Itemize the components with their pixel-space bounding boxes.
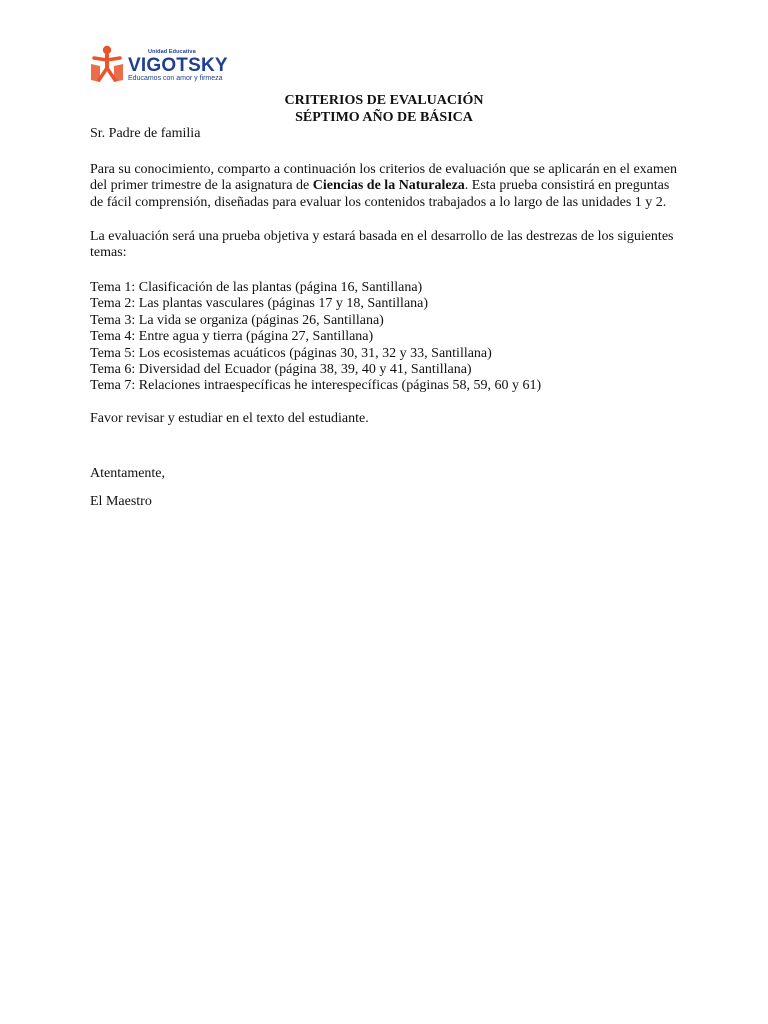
- topic-item: Tema 5: Los ecosistemas acuáticos (páginas 30, 31, 32 y 33, Santillana): [90, 345, 492, 361]
- school-logo: [88, 44, 238, 88]
- document-subtitle: SÉPTIMO AÑO DE BÁSICA: [295, 110, 473, 125]
- logo-small-text: Unidad Educativa: [148, 49, 196, 55]
- topic-item: Tema 1: Clasificación de las plantas (página 16, Santillana): [90, 280, 423, 295]
- topic-item: Tema 7: Relaciones intraespecíficas he interespecíficas (páginas 58, 59, 60 y 61): [90, 378, 542, 394]
- topic-item: Tema 3: La vida se organiza (páginas 26, Santillana): [90, 312, 384, 328]
- greeting: Sr. Padre de familia: [90, 126, 201, 141]
- intro-paragraph: [90, 162, 680, 211]
- logo-brand-text: VIGOTSKY: [128, 55, 228, 76]
- logo-tagline: Educamos con amor y firmeza: [128, 75, 223, 82]
- document-title: CRITERIOS DE EVALUACIÓN: [284, 93, 484, 108]
- signature: El Maestro: [90, 494, 152, 509]
- intro-text-after: . Esta prueba consistirá en preguntas de fácil comprensión, diseñadas para evaluar los contenidos trabajados a lo largo de las unidades 1 y 2.: [90, 178, 670, 210]
- evaluation-paragraph: La evaluación será una prueba objetiva y estará basada en el desarrollo de las destrezas de los siguientes temas:: [90, 229, 674, 261]
- topic-item: Tema 2: Las plantas vasculares (páginas 17 y 18, Santillana): [90, 296, 429, 312]
- study-reminder: Favor revisar y estudiar en el texto del estudiante.: [90, 411, 369, 426]
- topic-item: Tema 4: Entre agua y tierra (página 27, Santillana): [90, 329, 374, 345]
- school-logo-icon: [88, 44, 126, 86]
- intro-text-before: Para su conocimiento, comparto a continuación los criterios de evaluación que se aplicarán en el examen del primer trimestre de la asignatura de: [90, 162, 677, 194]
- topics-list: [90, 280, 680, 395]
- topic-item: Tema 6: Diversidad del Ecuador (página 38, 39, 40 y 41, Santillana): [90, 362, 472, 378]
- subject-name: Ciencias de la Naturaleza: [312, 178, 465, 194]
- closing-salutation: Atentamente,: [90, 466, 166, 481]
